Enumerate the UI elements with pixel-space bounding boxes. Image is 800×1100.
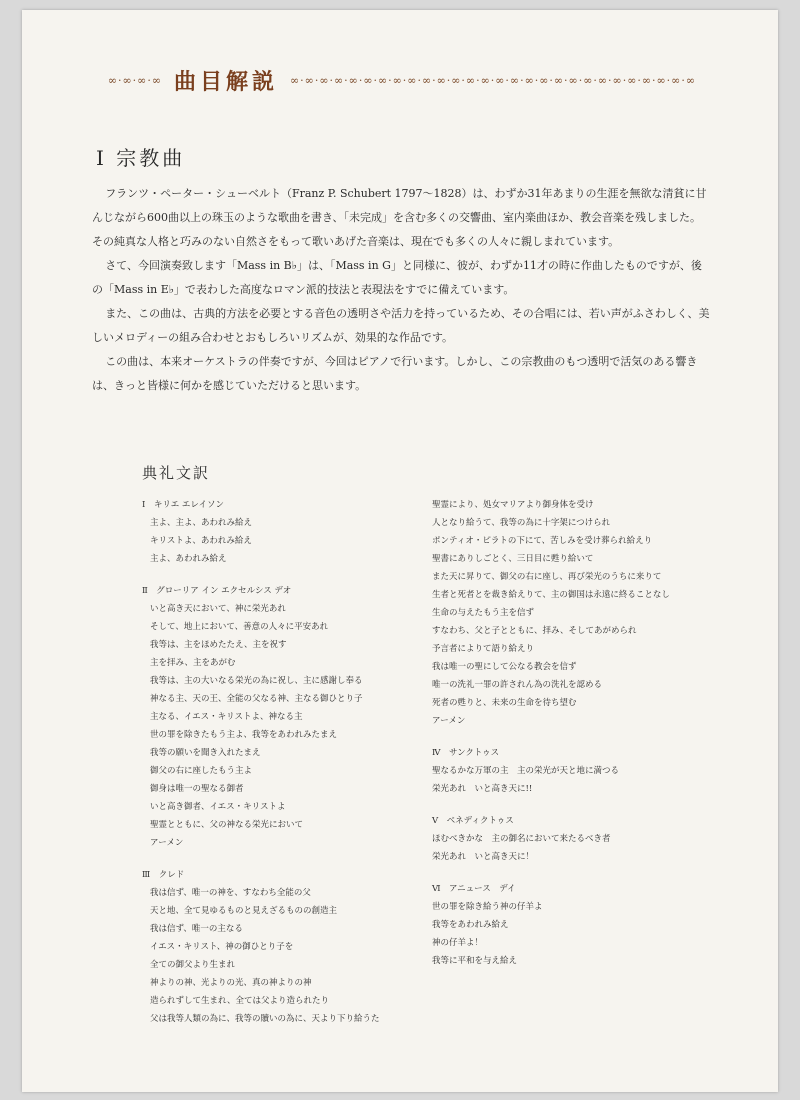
intro-paragraph: フランツ・ペーター・シューベルト（Franz P. Schubert 1797〜1828）は、わずか31年あまりの生涯を無欲な清貧に甘んじながら600曲以上の珠玉のような歌曲を書き、「未完成」を含む多くの交響曲、室内楽曲ほか、教会音楽を残しました。その純真な人格と巧みのない自然さをもって歌いあげた音楽は、現在でも多くの人々に親しまれています。 bbox=[92, 187, 707, 248]
liturgy-line: 全ての御父より生まれ bbox=[150, 960, 236, 970]
liturgy-line: 我は唯一の聖にして公なる教会を信ず bbox=[432, 662, 577, 672]
liturgy-line: 聖霊により、処女マリアより御身体を受け bbox=[432, 500, 594, 510]
liturgy-line: 人となり給うて、我等の為に十字架につけられ bbox=[432, 518, 611, 528]
liturgy-line: アーメン bbox=[432, 716, 466, 726]
liturgy-part bbox=[142, 866, 422, 1028]
page bbox=[22, 10, 778, 1092]
section-title: Ⅰ 宗教曲 bbox=[96, 146, 186, 170]
liturgy-part-heading: Ⅰ キリエ エレイソン bbox=[142, 500, 224, 510]
liturgy-line: 父は我等人類の為に、我等の贖いの為に、天より下り給うた bbox=[150, 1014, 380, 1024]
liturgy-line: 予言者によりて語り給えり bbox=[432, 644, 535, 654]
intro-paragraph: さて、今回演奏致します「Mass in B♭」は、「Mass in G」と同様に、彼が、わずか11才の時に作曲したものですが、後の「Mass in E♭」で表わした高度なロマン派的技法と表現法をすでに備えています。 bbox=[92, 259, 702, 296]
liturgy-column-right bbox=[432, 496, 712, 984]
liturgy-line: ほむべきかな 主の御名において来たるべき者 bbox=[432, 834, 611, 844]
liturgy-line: 御父の右に座したもう主よ bbox=[150, 766, 253, 776]
liturgy-part bbox=[432, 496, 712, 730]
liturgy-line: 神なる主、天の王、全能の父なる神、主なる御ひとり子 bbox=[150, 694, 363, 704]
liturgy-line: 我は信ず、唯一の神を、すなわち全能の父 bbox=[150, 888, 311, 898]
liturgy-line: 我等をあわれみ給え bbox=[432, 920, 509, 930]
liturgy-line: 主なる、イエス・キリストよ、神なる主 bbox=[150, 712, 303, 722]
liturgy-line: 聖なるかな万軍の主 主の栄光が天と地に満つる bbox=[432, 766, 620, 776]
liturgy-line: 主よ、あわれみ給え bbox=[150, 554, 227, 564]
page-header bbox=[92, 62, 732, 98]
liturgy-part bbox=[432, 880, 712, 970]
liturgy-line: 栄光あれ いと高き天に！ bbox=[432, 852, 535, 862]
liturgy-line: 我等は、主の大いなる栄光の為に祝し、主に感謝し奉る bbox=[150, 676, 363, 686]
liturgy-line: 神の仔羊よ！ bbox=[432, 938, 484, 948]
intro-text bbox=[92, 182, 710, 398]
liturgy-line: 世の罪を除き給う神の仔羊よ bbox=[432, 902, 543, 912]
liturgy-line: いと高き御者、イエス・キリストよ bbox=[150, 802, 286, 812]
liturgy-part bbox=[432, 812, 712, 866]
liturgy-part-heading: Ⅳ サンクトゥス bbox=[432, 748, 500, 758]
intro-paragraph: また、この曲は、古典的方法を必要とする音色の透明さや活力を持っているため、その合唱には、若い声がふさわしく、美しいメロディーの組み合わせとおもしろいリズムが、効果的な作品です。 bbox=[92, 307, 710, 344]
liturgy-line: 我等の願いを聞き入れたまえ bbox=[150, 748, 261, 758]
liturgy-part bbox=[142, 582, 422, 852]
liturgy-line: 造られずして生まれ、全ては父より造られたり bbox=[150, 996, 330, 1006]
liturgy-line: 御身は唯一の聖なる御者 bbox=[150, 784, 244, 794]
liturgy-line: 天と地、全て見ゆるものと見えざるものの創造主 bbox=[150, 906, 338, 916]
header-ornament-left: ∞·∞·∞·∞ bbox=[107, 73, 162, 87]
liturgy-line: 死者の甦りと、未来の生命を待ち望む bbox=[432, 698, 577, 708]
liturgy-line: また天に昇りて、御父の右に座し、再び栄光のうちに来りて bbox=[432, 572, 662, 582]
liturgy-part-heading: Ⅲ クレド bbox=[142, 870, 185, 880]
liturgy-part-heading: Ⅵ アニュース デイ bbox=[432, 884, 516, 894]
liturgy-line: キリストよ、あわれみ給え bbox=[150, 536, 252, 546]
header-ornament-right: ∞·∞·∞·∞·∞·∞·∞·∞·∞·∞·∞·∞·∞·∞·∞·∞·∞·∞·∞·∞·∞·∞·∞·∞·∞·∞·∞·∞ bbox=[290, 73, 696, 87]
liturgy-line: ポンティオ・ピラトの下にて、苦しみを受け葬られ給えり bbox=[432, 536, 653, 546]
liturgy-line: 世の罪を除きたもう主よ、我等をあわれみたまえ bbox=[150, 730, 338, 740]
liturgy-line: 神よりの神、光よりの光、真の神よりの神 bbox=[150, 978, 312, 988]
liturgy-line: イエス・キリスト、神の御ひとり子を bbox=[150, 942, 294, 952]
liturgy-line: 栄光あれ いと高き天に!! bbox=[432, 784, 533, 794]
liturgy-part bbox=[432, 744, 712, 798]
liturgy-line: すなわち、父と子とともに、拝み、そしてあがめられ bbox=[432, 626, 637, 636]
liturgy-line: 唯一の洗礼一罪の許されん為の洗礼を認める bbox=[432, 680, 603, 690]
liturgy-part-heading: Ⅴ ベネディクトゥス bbox=[432, 816, 514, 826]
liturgy-line: 我は信ず、唯一の主なる bbox=[150, 924, 243, 934]
liturgy-column-left bbox=[142, 496, 422, 1042]
liturgy-line: 我等は、主をほめたたえ、主を祝す bbox=[150, 640, 287, 650]
liturgy-title: 典礼文訳 bbox=[142, 464, 211, 482]
liturgy-line: 主を拝み、主をあがむ bbox=[150, 658, 236, 668]
liturgy-line: 聖霊とともに、父の神なる栄光において bbox=[150, 820, 304, 830]
liturgy-line: 聖書にありしごとく、三日目に甦り給いて bbox=[432, 554, 594, 564]
liturgy-line: 生者と死者とを裁き給えりて、主の御国は永遠に終ることなし bbox=[432, 590, 670, 600]
liturgy-line: アーメン bbox=[150, 838, 184, 848]
liturgy-part-heading: Ⅱ グローリア イン エクセルシス デオ bbox=[142, 586, 292, 596]
intro-paragraph: この曲は、本来オーケストラの伴奏ですが、今回はピアノで行います。しかし、この宗教曲のもつ透明で活気のある響きは、きっと皆様に何かを感じていただけると思います。 bbox=[92, 355, 698, 392]
liturgy-part bbox=[142, 496, 422, 568]
liturgy-line: そして、地上において、善意の人々に平安あれ bbox=[150, 622, 329, 632]
liturgy-line: 主よ、主よ、あわれみ給え bbox=[150, 518, 253, 528]
liturgy-line: 生命の与えたもう主を信ず bbox=[432, 608, 535, 618]
liturgy-line: 我等に平和を与え給え bbox=[432, 956, 518, 966]
page-title: 曲目解説 bbox=[174, 68, 279, 95]
liturgy-line: いと高き天において、神に栄光あれ bbox=[150, 604, 286, 614]
